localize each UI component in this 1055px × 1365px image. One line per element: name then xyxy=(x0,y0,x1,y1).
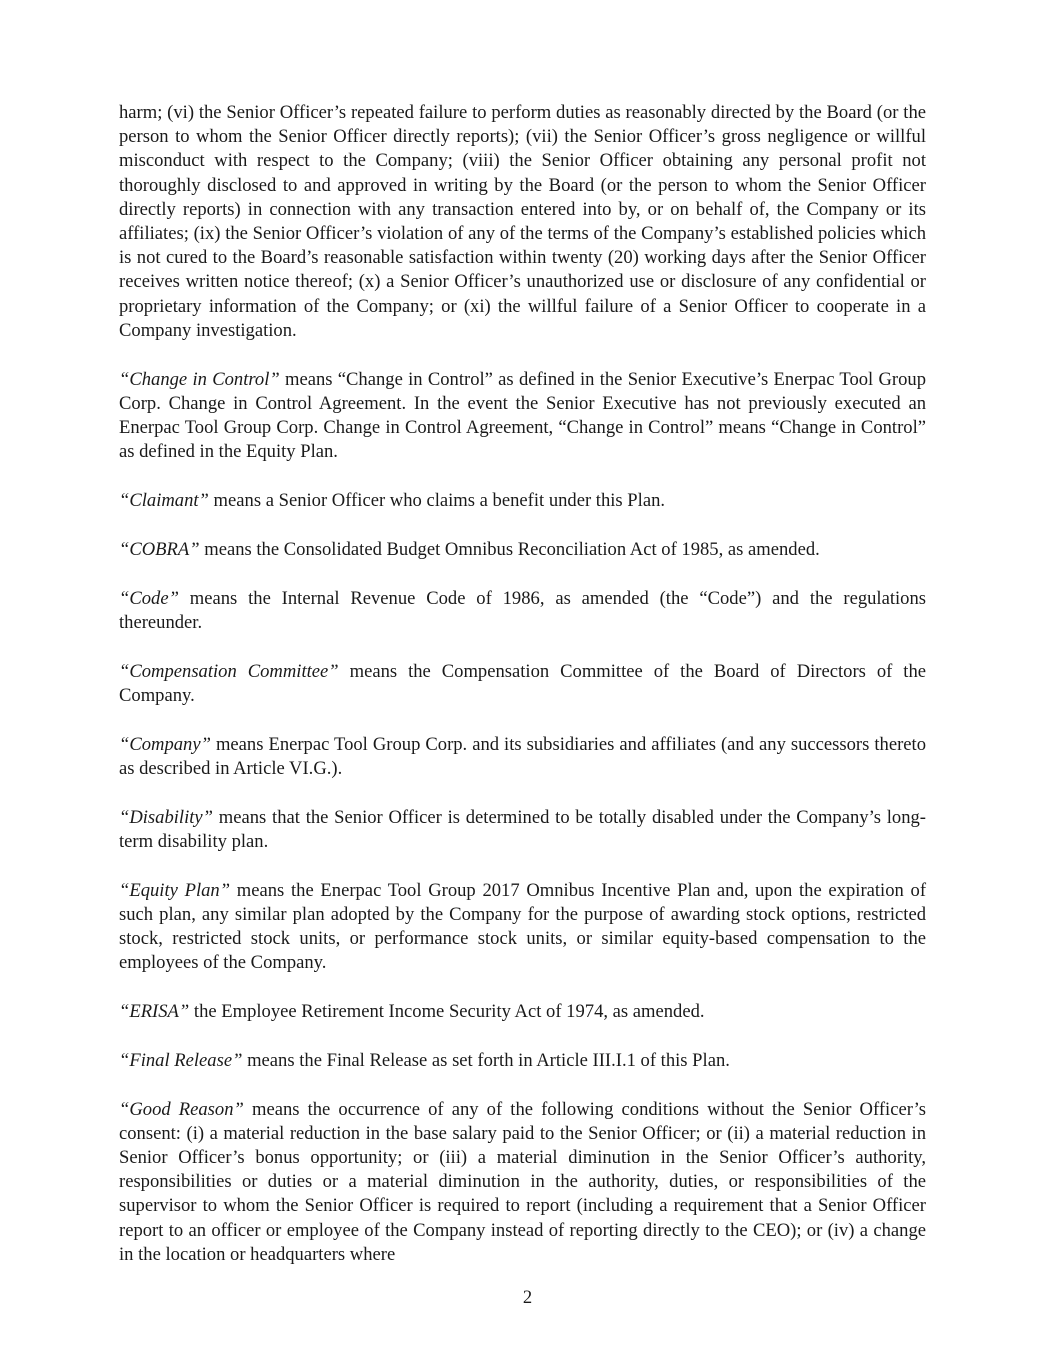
definition-text: means the Compensation Committee of the Board of Directors of the Company. xyxy=(119,660,926,706)
definition-text: means “Change in Control” as defined in the Senior Executive’s Enerpac Tool Group Corp. Change in Control Agreement. In the event the Senior Executive has not previously executed an Enerpac Tool Group Corp. Change in Control Agreement, “Change in Control” means “Change in Control” as defined in the Equity Plan. xyxy=(119,368,926,463)
definition-change-in-control xyxy=(119,368,926,465)
definition-text: means the Internal Revenue Code of 1986, as amended (the “Code”) and the regulations thereunder. xyxy=(119,587,926,633)
defined-term: “Change in Control” xyxy=(119,368,280,390)
definition-text: means Enerpac Tool Group Corp. and its subsidiaries and affiliates (and any successors thereto as described in Article VI.G.). xyxy=(119,733,926,779)
definition-claimant xyxy=(119,489,926,513)
page-number: 2 xyxy=(522,1287,533,1308)
definition-cobra xyxy=(119,538,926,562)
definition-final-release xyxy=(119,1049,926,1073)
defined-term: “Disability” xyxy=(119,806,214,828)
defined-term: “ERISA” xyxy=(119,1001,190,1023)
defined-term: “Code” xyxy=(119,587,179,609)
definition-disability xyxy=(119,806,926,854)
defined-term: “Good Reason” xyxy=(119,1098,244,1120)
document-body xyxy=(119,101,926,1292)
definition-equity-plan xyxy=(119,879,926,976)
defined-term: “Compensation Committee” xyxy=(119,660,339,682)
defined-term: “Company” xyxy=(119,733,211,755)
definition-code xyxy=(119,587,926,635)
definition-text: the Employee Retirement Income Security Act of 1974, as amended. xyxy=(189,1001,705,1023)
definition-erisa xyxy=(119,1000,926,1024)
definition-text: means the Enerpac Tool Group 2017 Omnibus Incentive Plan and, upon the expiration of such plan, any similar plan adopted by the Company for the purpose of awarding stock options, restricted stock, restricted stock units, or performance stock units, or similar equity-based compensation to the employees of the Company. xyxy=(119,879,927,974)
definition-good-reason xyxy=(119,1098,926,1267)
defined-term: “Final Release” xyxy=(119,1049,243,1071)
definition-text: means the Final Release as set forth in Article III.I.1 of this Plan. xyxy=(242,1049,730,1071)
defined-term: “Equity Plan” xyxy=(119,879,231,901)
paragraph-cause-continued xyxy=(119,101,926,343)
definition-text: means that the Senior Officer is determined to be totally disabled under the Company’s long-term disability plan. xyxy=(119,806,926,852)
defined-term: “Claimant” xyxy=(119,490,209,512)
definition-text: means the Consolidated Budget Omnibus Reconciliation Act of 1985, as amended. xyxy=(199,538,820,560)
definition-text: means the occurrence of any of the following conditions without the Senior Officer’s consent: (i) a material reduction in the base salary paid to the Senior Officer; or (ii) a material reduction in Senior Officer’s bonus opportunity; or (iii) a material diminution in the Senior Officer’s authority, responsibilities or duties or a material diminution in the authority, duties, or responsibilities of the supervisor to whom the Senior Officer is required to report (including a requirement that a Senior Officer report to an officer or employee of the Company instead of reporting directly to the CEO); or (iv) a change in the location or headquarters where xyxy=(119,1098,926,1265)
definition-compensation-committee xyxy=(119,660,926,708)
defined-term: “COBRA” xyxy=(119,538,200,560)
definition-company xyxy=(119,733,926,781)
definition-text: means a Senior Officer who claims a benefit under this Plan. xyxy=(208,490,666,512)
paragraph-text: harm; (vi) the Senior Officer’s repeated failure to perform duties as reasonably directed by the Board (or the person to whom the Senior Officer directly reports); (vii) the Senior Officer’s gross negligence or willful misconduct with respect to the Company; (viii) the Senior Officer obtaining any personal profit not thoroughly disclosed to and approved in writing by the Board (or the person to whom the Senior Officer directly reports) in connection with any transaction entered into by, or on behalf of, the Company or its affiliates; (ix) the Senior Officer’s violation of any of the terms of the Company’s established policies which is not cured to the Board’s reasonable satisfaction within twenty (20) working days after the Senior Officer receives written notice thereof; (x) a Senior Officer’s unauthorized use or disclosure of any confidential or proprietary information of the Company; or (xi) the willful failure of a Senior Officer to cooperate in a Company investigation. xyxy=(119,102,926,341)
